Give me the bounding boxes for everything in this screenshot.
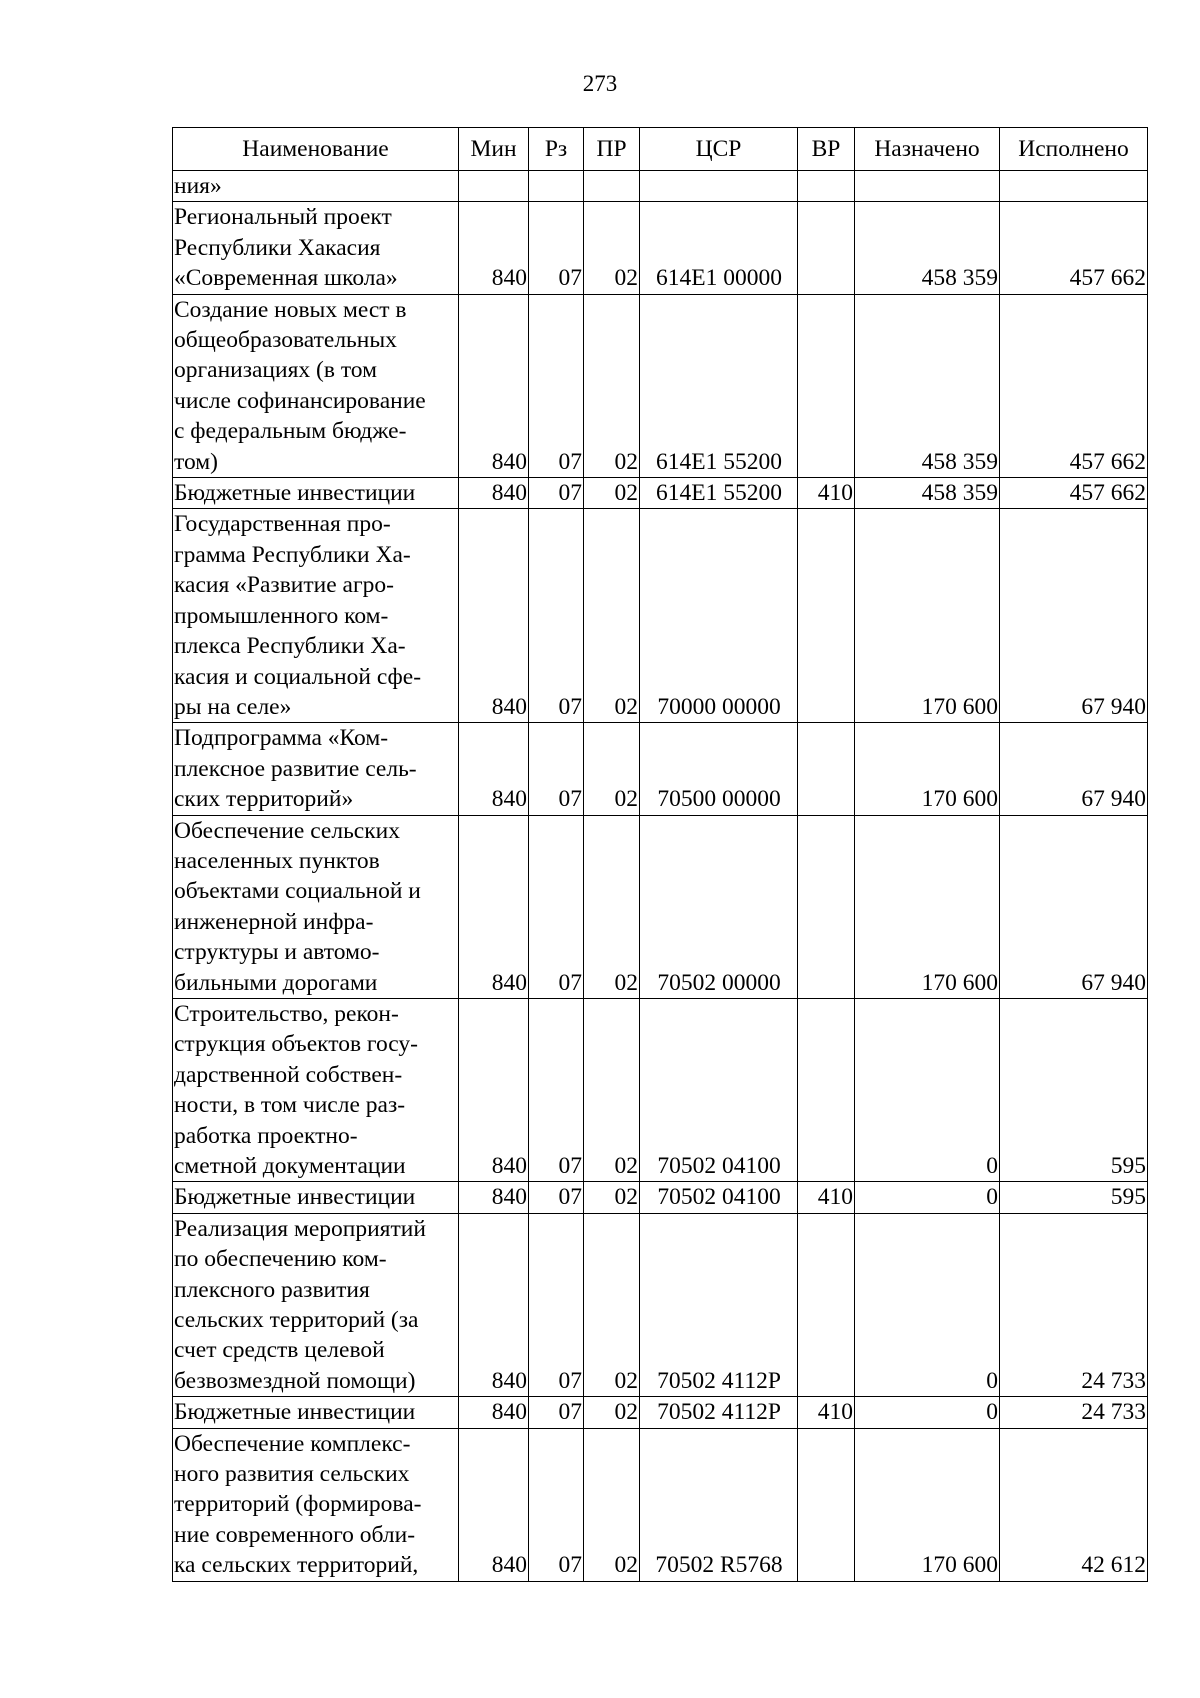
table-row [173, 1213, 1148, 1396]
cell-min: 840 [459, 1428, 529, 1581]
cell-pr: 02 [584, 815, 640, 998]
cell-name [173, 998, 459, 1181]
table-row [173, 998, 1148, 1181]
cell-name [173, 478, 459, 509]
cell-assigned: 170 600 [855, 509, 1000, 723]
cell-csr: 70502 4112P [640, 1213, 798, 1396]
table-row [173, 294, 1148, 477]
name-line: территорий (формирова- [174, 1491, 422, 1518]
header-rz: Рз [529, 128, 584, 171]
cell-min: 840 [459, 509, 529, 723]
name-line: Региональный проект [174, 204, 392, 231]
cell-vr [798, 1428, 855, 1581]
cell-vr: 410 [798, 1182, 855, 1213]
header-row [173, 128, 1148, 171]
cell-rz: 07 [529, 815, 584, 998]
cell-rz: 07 [529, 1182, 584, 1213]
name-line: ния» [174, 173, 222, 199]
name-line: том) [174, 448, 218, 475]
name-line: общеобразовательных [174, 327, 397, 354]
cell-rz [529, 171, 584, 202]
cell-name [173, 1428, 459, 1581]
name-line: плексное развитие сель- [174, 755, 417, 782]
cell-assigned: 0 [855, 1213, 1000, 1396]
cell-name [173, 1213, 459, 1396]
cell-executed: 595 [1000, 1182, 1148, 1213]
cell-assigned: 0 [855, 1182, 1000, 1213]
name-line: дарственной собствен- [174, 1061, 403, 1088]
cell-csr [640, 171, 798, 202]
cell-pr: 02 [584, 1397, 640, 1428]
name-line: грамма Республики Ха- [174, 541, 411, 568]
cell-csr: 614E1 00000 [640, 202, 798, 294]
cell-rz: 07 [529, 1213, 584, 1396]
name-line: ности, в том числе раз- [174, 1092, 406, 1119]
name-line: Республики Хакасия [174, 234, 381, 261]
cell-rz: 07 [529, 202, 584, 294]
cell-pr: 02 [584, 1428, 640, 1581]
cell-vr: 410 [798, 478, 855, 509]
name-line: ного развития сельских [174, 1461, 410, 1488]
name-line: касия «Развитие агро- [174, 572, 394, 599]
cell-assigned: 458 359 [855, 202, 1000, 294]
cell-vr [798, 294, 855, 477]
cell-assigned: 0 [855, 998, 1000, 1181]
cell-csr: 70502 R5768 [640, 1428, 798, 1581]
cell-pr: 02 [584, 509, 640, 723]
header-min: Мин [459, 128, 529, 171]
name-line: с федеральным бюдже- [174, 418, 407, 445]
cell-rz: 07 [529, 294, 584, 477]
name-line: числе софинансирование [174, 387, 426, 414]
cell-pr: 02 [584, 202, 640, 294]
name-line: Бюджетные инвестиции [174, 1399, 416, 1426]
name-line: «Современная школа» [174, 265, 398, 292]
cell-vr [798, 815, 855, 998]
cell-assigned: 170 600 [855, 723, 1000, 815]
table-body [173, 171, 1148, 1582]
name-line: ры на селе» [174, 693, 292, 720]
cell-executed: 67 940 [1000, 723, 1148, 815]
cell-csr: 70502 04100 [640, 998, 798, 1181]
name-line: сметной документации [174, 1153, 406, 1179]
name-line: объектами социальной и [174, 878, 421, 905]
name-line: промышленного ком- [174, 602, 389, 629]
header-pr: ПР [584, 128, 640, 171]
name-line: по обеспечению ком- [174, 1246, 387, 1273]
cell-executed: 24 733 [1000, 1397, 1148, 1428]
name-line: безвозмездной помощи) [174, 1367, 416, 1394]
cell-rz: 07 [529, 723, 584, 815]
name-line: Обеспечение комплекс- [174, 1430, 411, 1457]
table-row [173, 723, 1148, 815]
table-row [173, 171, 1148, 202]
cell-executed [1000, 171, 1148, 202]
header-assigned: Назначено [855, 128, 1000, 171]
table-row [173, 509, 1148, 723]
cell-assigned: 0 [855, 1397, 1000, 1428]
name-line: Обеспечение сельских [174, 817, 400, 844]
cell-executed: 595 [1000, 998, 1148, 1181]
cell-rz: 07 [529, 998, 584, 1181]
header-vr: ВР [798, 128, 855, 171]
cell-min: 840 [459, 294, 529, 477]
cell-pr: 02 [584, 1213, 640, 1396]
cell-assigned: 458 359 [855, 294, 1000, 477]
name-line: инженерной инфра- [174, 908, 374, 935]
name-line: структуры и автомо- [174, 939, 380, 966]
name-line: Реализация мероприятий [174, 1215, 426, 1242]
name-line: плекса Республики Ха- [174, 633, 406, 660]
cell-executed: 67 940 [1000, 815, 1148, 998]
cell-pr: 02 [584, 478, 640, 509]
cell-min: 840 [459, 478, 529, 509]
cell-name [173, 509, 459, 723]
cell-rz: 07 [529, 1397, 584, 1428]
cell-assigned: 170 600 [855, 1428, 1000, 1581]
page-number: 273 [582, 71, 618, 96]
cell-rz: 07 [529, 509, 584, 723]
cell-vr [798, 509, 855, 723]
cell-executed: 457 662 [1000, 478, 1148, 509]
cell-executed: 24 733 [1000, 1213, 1148, 1396]
cell-csr: 70502 04100 [640, 1182, 798, 1213]
cell-vr [798, 998, 855, 1181]
cell-min: 840 [459, 723, 529, 815]
cell-executed: 457 662 [1000, 202, 1148, 294]
cell-executed: 457 662 [1000, 294, 1148, 477]
name-line: Государственная про- [174, 511, 391, 538]
cell-name [173, 171, 459, 202]
cell-name [173, 1397, 459, 1428]
cell-min [459, 171, 529, 202]
cell-min: 840 [459, 202, 529, 294]
cell-name [173, 723, 459, 815]
name-line: Создание новых мест в [174, 296, 407, 323]
cell-vr [798, 171, 855, 202]
cell-csr: 614E1 55200 [640, 478, 798, 509]
cell-name [173, 294, 459, 477]
name-line: Подпрограмма «Ком- [174, 725, 389, 752]
table-row [173, 1397, 1148, 1428]
cell-csr: 70502 00000 [640, 815, 798, 998]
cell-csr: 614E1 55200 [640, 294, 798, 477]
table-row [173, 1428, 1148, 1581]
table-row [173, 815, 1148, 998]
cell-min: 840 [459, 1213, 529, 1396]
cell-assigned: 170 600 [855, 815, 1000, 998]
cell-name [173, 202, 459, 294]
name-line: ских территорий» [174, 786, 354, 813]
cell-csr: 70502 4112P [640, 1397, 798, 1428]
name-line: плексного развития [174, 1276, 370, 1303]
cell-csr: 70000 00000 [640, 509, 798, 723]
header-csr: ЦСР [640, 128, 798, 171]
name-line: Бюджетные инвестиции [174, 1184, 416, 1211]
name-line: работка проектно- [174, 1122, 358, 1149]
name-line: бильными дорогами [174, 969, 378, 996]
cell-vr [798, 723, 855, 815]
table-row [173, 478, 1148, 509]
table-row [173, 1182, 1148, 1213]
cell-vr [798, 202, 855, 294]
cell-executed: 42 612 [1000, 1428, 1148, 1581]
cell-executed: 67 940 [1000, 509, 1148, 723]
cell-pr: 02 [584, 723, 640, 815]
header-executed: Исполнено [1000, 128, 1148, 171]
name-line: струкция объектов госу- [174, 1031, 419, 1058]
name-line: ка сельских территорий, [174, 1552, 419, 1579]
cell-pr: 02 [584, 1182, 640, 1213]
table-row [173, 202, 1148, 294]
cell-min: 840 [459, 1182, 529, 1213]
name-line: ние современного обли- [174, 1521, 416, 1548]
name-line: населенных пунктов [174, 847, 380, 874]
cell-rz: 07 [529, 1428, 584, 1581]
name-line: счет средств целевой [174, 1337, 385, 1364]
cell-pr [584, 171, 640, 202]
name-line: сельских территорий (за [174, 1307, 419, 1334]
cell-min: 840 [459, 1397, 529, 1428]
cell-assigned [855, 171, 1000, 202]
cell-vr [798, 1213, 855, 1396]
name-line: организациях (в том [174, 357, 377, 384]
cell-pr: 02 [584, 294, 640, 477]
cell-name [173, 815, 459, 998]
name-line: касия и социальной сфе- [174, 663, 422, 690]
cell-pr: 02 [584, 998, 640, 1181]
cell-assigned: 458 359 [855, 478, 1000, 509]
name-line: Строительство, рекон- [174, 1000, 399, 1027]
cell-min: 840 [459, 815, 529, 998]
cell-rz: 07 [529, 478, 584, 509]
cell-csr: 70500 00000 [640, 723, 798, 815]
cell-vr: 410 [798, 1397, 855, 1428]
header-name: Наименование [173, 128, 459, 171]
budget-table [172, 127, 1148, 1582]
cell-name [173, 1182, 459, 1213]
cell-min: 840 [459, 998, 529, 1181]
name-line: Бюджетные инвестиции [174, 480, 416, 507]
